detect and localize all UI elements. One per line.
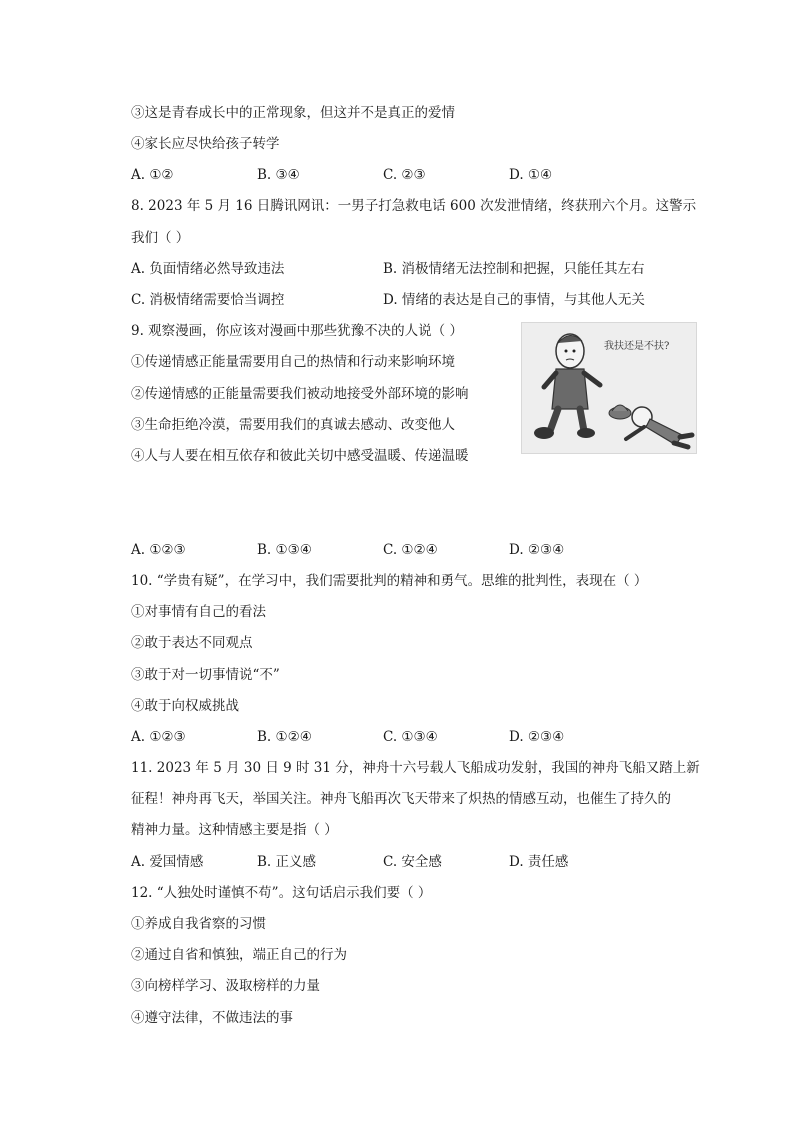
q10-option-a: A. ①②③ [131,729,186,745]
q11-option-d: D. 责任感 [509,854,569,870]
q8-option-c: C. 消极情绪需要恰当调控 [131,292,285,308]
q10-option-d: D. ②③④ [509,729,565,745]
q10-item-2: ②敢于表达不同观点 [131,635,253,651]
q8-stem-line1: 8. 2023 年 5 月 16 日腾讯网讯：一男子打急救电话 600 次发泄情绪，终获刑六个月。这警示 [131,198,697,214]
q10-item-3: ③敢于对一切事情说“不” [131,667,280,683]
q10-option-b: B. ①②④ [257,729,312,745]
q9-option-a: A. ①②③ [131,542,186,558]
prev-option-d: D. ①④ [509,167,553,183]
q9-cartoon-image [521,322,697,454]
q10-stem: 10. “学贵有疑”，在学习中，我们需要批判的精神和勇气。思维的批判性，表现在（ ） [131,573,648,589]
q9-item-4: ④人与人要在相互依存和彼此关切中感受温暖、传递温暖 [131,448,469,464]
q9-item-1: ①传递情感正能量需要用自己的热情和行动来影响环境 [131,354,455,370]
prev-option-a: A. ①② [131,167,174,183]
prev-item-4: ④家长应尽快给孩子转学 [131,136,280,152]
q11-option-c: C. 安全感 [383,854,442,870]
q11-stem-line2: 征程！神舟再飞天，举国关注。神舟飞船再次飞天带来了炽热的情感互动，也催生了持久的 [131,791,671,807]
q9-option-d: D. ②③④ [509,542,565,558]
q11-stem-line1: 11. 2023 年 5 月 30 日 9 时 31 分，神舟十六号载人飞船成功发射，我国的神舟飞船又踏上新 [131,760,700,776]
prev-option-b: B. ③④ [257,167,300,183]
prev-item-3: ③这是青春成长中的正常现象，但这并不是真正的爱情 [131,105,455,121]
q9-item-3: ③生命拒绝冷漠，需要用我们的真诚去感动、改变他人 [131,417,455,433]
q11-option-b: B. 正义感 [257,854,317,870]
q10-option-c: C. ①③④ [383,729,438,745]
q8-option-d: D. 情绪的表达是自己的事情，与其他人无关 [383,292,645,308]
q12-stem: 12. “人独处时谨慎不苟”。这句话启示我们要（ ） [131,885,432,901]
q8-stem-line2: 我们（ ） [131,230,190,246]
q8-option-a: A. 负面情绪必然导致违法 [131,261,285,277]
q9-option-b: B. ①③④ [257,542,312,558]
q9-item-2: ②传递情感的正能量需要我们被动地接受外部环境的影响 [131,386,469,402]
q11-option-a: A. 爱国情感 [131,854,204,870]
q12-item-3: ③向榜样学习、汲取榜样的力量 [131,978,320,994]
q9-stem: 9. 观察漫画，你应该对漫画中那些犹豫不决的人说（ ） [131,323,463,339]
q10-item-1: ①对事情有自己的看法 [131,604,266,620]
cartoon-caption: 我扶还是不扶? [604,341,670,352]
q9-option-c: C. ①②④ [383,542,438,558]
q10-item-4: ④敢于向权威挑战 [131,698,239,714]
q8-option-b: B. 消极情绪无法控制和把握，只能任其左右 [383,261,645,277]
q12-item-4: ④遵守法律，不做违法的事 [131,1010,293,1026]
cartoon-drawing [522,323,696,453]
q12-item-2: ②通过自省和慎独，端正自己的行为 [131,947,347,963]
q11-stem-line3: 精神力量。这种情感主要是指（ ） [131,822,338,838]
q12-item-1: ①养成自我省察的习惯 [131,916,266,932]
prev-option-c: C. ②③ [383,167,426,183]
